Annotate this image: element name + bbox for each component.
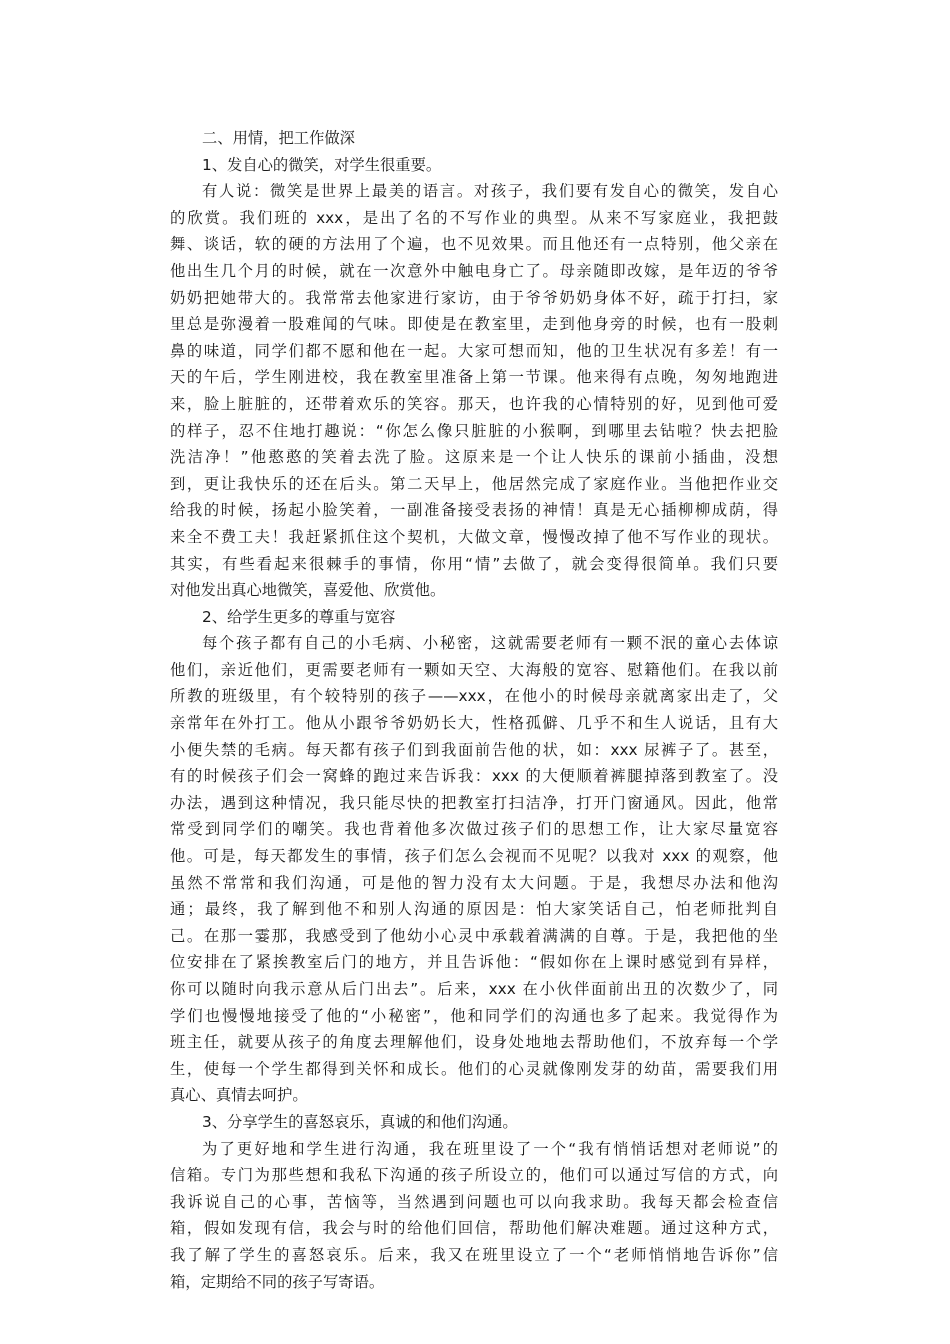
text-line: 里总是弥漫着一股难闻的气味。即使是在教室里，走到他身旁的时候，也有一股刺 — [170, 315, 778, 334]
text-line: 他出生几个月的时候，就在一次意外中触电身亡了。母亲随即改嫁，是年迈的爷爷 — [170, 261, 778, 280]
text-line: 有的时候孩子们会一窝蜂的跑过来告诉我：xxx 的大便顺着裤腿掉落到教室了。没 — [170, 767, 778, 786]
text-line: 班主任，就要从孩子的角度去理解他们，设身处地地去帮助他们，不放弃每一个学 — [170, 1033, 778, 1052]
text-line: 常受到同学们的嘲笑。我也背着他多次做过孩子们的思想工作，让大家尽量宽容 — [170, 820, 778, 839]
paragraph — [170, 178, 778, 604]
text-line: 亲常年在外打工。他从小跟爷爷奶奶长大，性格孤僻、几乎不和生人说话，且有大 — [170, 714, 778, 733]
text-line: 真心、真情去呵护。 — [170, 1086, 308, 1105]
text-line: 我了解了学生的喜怒哀乐。后来，我又在班里设立了一个“老师悄悄地告诉你”信 — [170, 1245, 778, 1264]
text-line: 的欣赏。我们班的 xxx，是出了名的不写作业的典型。从来不写家庭业，我把鼓 — [170, 208, 778, 227]
text-line: 你可以随时向我示意从后门出去”。后来，xxx 在小伙伴面前出丑的次数少了，同 — [170, 980, 778, 998]
text-line: 给我的时候，扬起小脸笑着，一副准备接受表扬的神情！真是无心插柳柳成荫，得 — [170, 501, 778, 520]
text-line: 位安排在了紧挨教室后门的地方，并且告诉他：“假如你在上课时感觉到有异样， — [170, 953, 778, 972]
text-line: 鼻的味道，同学们都不愿和他在一起。大家可想而知，他的卫生状况有多差！有一 — [170, 341, 778, 360]
section-heading — [170, 125, 778, 152]
text-line: 他。可是，每天都发生的事情，孩子们怎么会视而不见呢？以我对 xxx 的观察，他 — [170, 847, 778, 866]
text-line: 每个孩子都有自己的小毛病、小秘密，这就需要老师有一颗不泯的童心去体谅 — [202, 634, 778, 653]
section-heading — [170, 604, 778, 631]
text-line: 来，脸上脏脏的，还带着欢乐的笑容。那天，也许我的心情特别的好，见到他可爱 — [170, 394, 778, 413]
paragraph — [170, 1136, 778, 1296]
text-line: 有人说：微笑是世界上最美的语言。对孩子，我们要有发自心的微笑，发自心 — [202, 182, 778, 201]
text-line: 为了更好地和学生进行沟通，我在班里设了一个“我有悄悄话想对老师说”的 — [202, 1139, 778, 1158]
document-body — [170, 125, 778, 1295]
text-line: 学们也慢慢地接受了他的“小秘密”，他和同学们的沟通也多了起来。我觉得作为 — [170, 1006, 778, 1025]
text-line: 天的午后，学生刚进校，我在教室里准备上第一节课。他来得有点晚，匆匆地跑进 — [170, 368, 778, 387]
text-line: 生，使每一个学生都得到关怀和成长。他们的心灵就像刚发芽的幼苗，需要我们用 — [170, 1059, 778, 1078]
text-line: 舞、谈话，软的硬的方法用了个遍，也不见效果。而且他还有一点特别，他父亲在 — [170, 235, 778, 254]
text-line: 办法，遇到这种情况，我只能尽快的把教室打扫洁净，打开门窗通风。因此，他常 — [170, 793, 778, 812]
text-line: 己。在那一霎那，我感受到了他幼小心灵中承载着满满的自尊。于是，我把他的坐 — [170, 926, 778, 945]
text-line: 通；最终，我了解到他不和别人沟通的原因是：怕大家笑话自己，怕老师批判自 — [170, 900, 778, 919]
text-line: 我诉说自己的心事，苦恼等，当然遇到问题也可以向我求助。我每天都会检查信 — [170, 1192, 778, 1211]
text-line: 洗洁净！”他憨憨的笑着去洗了脸。这原来是一个让人快乐的课前小插曲，没想 — [170, 448, 778, 467]
text-line: 3、分享学生的喜怒哀乐，真诚的和他们沟通。 — [202, 1112, 518, 1131]
text-line: 到，更让我快乐的还在后头。第二天早上，他居然完成了家庭作业。当他把作业交 — [170, 474, 778, 493]
text-line: 的样子，忍不住地打趣说：“你怎么像只脏脏的小猴啊，到哪里去钻啦？快去把脸 — [170, 421, 778, 440]
section-heading — [170, 152, 778, 179]
text-line: 箱，定期给不同的孩子写寄语。 — [170, 1272, 385, 1291]
text-line: 1、发自心的微笑，对学生很重要。 — [202, 155, 442, 174]
text-line: 小便失禁的毛病。每天都有孩子们到我面前告他的状，如：xxx 尿裤子了。甚至， — [170, 740, 778, 759]
text-line: 2、给学生更多的尊重与宽容 — [202, 607, 396, 626]
text-line: 对他发出真心地微笑，喜爱他、欣赏他。 — [170, 581, 446, 600]
section-heading — [170, 1109, 778, 1136]
text-line: 虽然不常常和我们沟通，可是他的智力没有太大问题。于是，我想尽办法和他沟 — [170, 873, 778, 892]
text-line: 他们，亲近他们，更需要老师有一颗如天空、大海般的宽容、慰籍他们。在我以前 — [170, 660, 778, 679]
text-line: 箱，假如发现有信，我会与时的给他们回信，帮助他们解决难题。通过这种方式， — [170, 1219, 778, 1238]
paragraph — [170, 630, 778, 1109]
text-line: 二、用情，把工作做深 — [202, 129, 355, 147]
text-line: 奶奶把她带大的。我常常去他家进行家访，由于爷爷奶奶身体不好，疏于打扫，家 — [170, 288, 778, 307]
text-line: 信箱。专门为那些想和我私下沟通的孩子所设立的，他们可以通过写信的方式，向 — [170, 1166, 778, 1185]
text-line: 其实，有些看起来很棘手的事情，你用“情”去做了，就会变得很简单。我们只要 — [170, 554, 778, 573]
text-line: 来全不费工夫！我赶紧抓住这个契机，大做文章，慢慢改掉了他不写作业的现状。 — [170, 527, 778, 546]
text-line: 所教的班级里，有个较特别的孩子——xxx，在他小的时候母亲就离家出走了，父 — [170, 687, 778, 706]
